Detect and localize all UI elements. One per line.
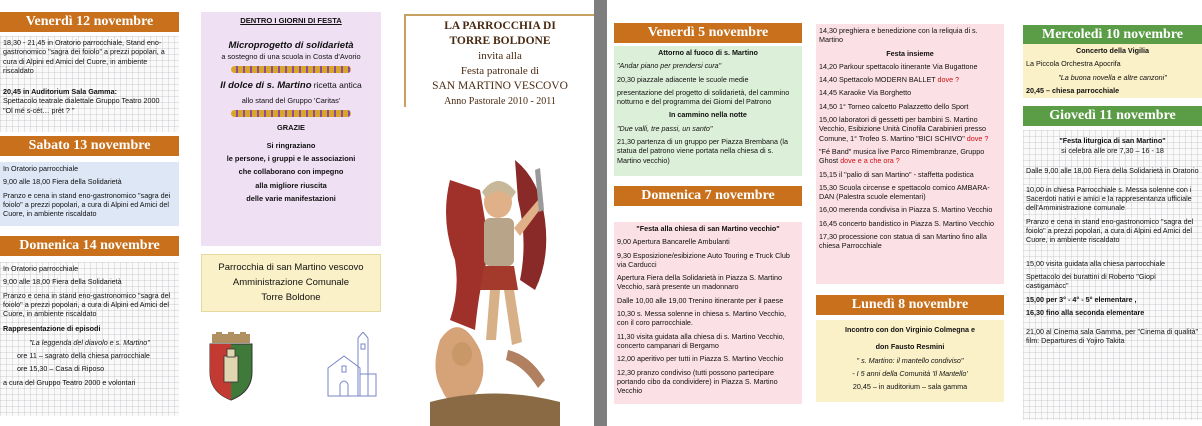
- left-page: [0, 0, 594, 426]
- grazie-r2: le persone, i gruppi e le associazioni: [226, 154, 356, 164]
- ven5-p3: 21,30 partenza di un gruppo per Piazza Brembana (la statua del patrono viene portata nella chiesa di s. Martino vecchio): [617, 137, 789, 165]
- dove-2: dove ?: [966, 133, 989, 143]
- dentro-box: [201, 12, 381, 246]
- col5-item-9: 16,45 concerto bandistico in Piazza S. Martino Vecchio: [819, 218, 994, 228]
- dom7-item-1: 9,30 Esposizione/esibizione Auto Touring e Truck Club via Carducci: [617, 250, 790, 269]
- cover-line-5: SAN MARTINO VESCOVO: [432, 80, 568, 92]
- gio11-p8: 16,30 fino alla seconda elementare: [1026, 307, 1145, 317]
- dentro-h1: Microprogetto di solidarietà: [228, 40, 354, 52]
- col5-item-3: 14,50 1° Torneo calcetto Palazzetto dello Sport: [819, 101, 969, 111]
- header-mercoledi-10: Mercoledì 10 novembre: [1023, 25, 1202, 45]
- ven5-h2: In cammino nella notte: [669, 110, 747, 120]
- dentro-title: DENTRO I GIORNI DI FESTA: [240, 16, 342, 25]
- org-line-1: Parrocchia di san Martino vescovo: [218, 262, 364, 273]
- ven5-p2: presentazione del progetto di solidarietà, del cammino notturno e del programma dei Giorni del Patrono: [617, 87, 790, 107]
- lun8-h2: don Fausto Resmini: [875, 342, 945, 352]
- dom14-p4: Rappresentazione di episodi: [3, 324, 101, 334]
- col5-item-0: 14,20 Parkour spettacolo itinerante Via Bugattone: [819, 61, 978, 71]
- header-venerdi-5: Venerdì 5 novembre: [614, 23, 802, 43]
- cover-title: [404, 14, 594, 107]
- gio11-p1: si celebra alle ore 7,30 – 16 - 18: [1061, 146, 1164, 156]
- divider-ornament-1: [231, 66, 351, 73]
- cover-line-6: Anno Pastorale 2010 - 2011: [444, 96, 556, 107]
- grazie-r3: che collaborano con impegno: [238, 167, 344, 177]
- header-domenica-14: Domenica 14 novembre: [0, 236, 179, 256]
- gio11-p6: Spettacolo dei burattini di Roberto "Giopì castigamàcc": [1026, 271, 1157, 291]
- header-sabato-13: Sabato 13 novembre: [0, 136, 179, 156]
- gio11-p5: 15,00 visita guidata alla chiesa parrocchiale: [1026, 258, 1166, 268]
- dom14-p5: "La leggenda del diavolo e s. Martino": [29, 337, 150, 347]
- mer10-q1: "La buona novella e altre canzoni": [1058, 72, 1167, 82]
- header-venerdi-12: Venerdì 12 novembre: [0, 12, 179, 32]
- venerdi-5-box: [614, 46, 802, 176]
- festa-insieme-box: [816, 24, 1004, 284]
- dom14-p1: In Oratorio parrocchiale: [3, 264, 79, 273]
- grazie-r5: delle varie manifestazioni: [246, 193, 336, 203]
- mer10-p2: 20,45 – chiesa parrocchiale: [1026, 85, 1120, 95]
- col5-item-7: 15,30 Scuola circense e spettacolo comico AMBARA-DAN (Palestra scuole elementari): [819, 182, 990, 202]
- venerdi-12-box: [0, 36, 179, 132]
- ven12-p2: 20,45 in Auditorium Sala Gamma:: [3, 87, 117, 97]
- gio11-p9: 21,00 al Cinema sala Gamma, per "Cinema di qualità" film: Departures di Yojiro Takita: [1026, 327, 1199, 346]
- ven12-p3: Spettacolo teatrale dialettale Gruppo Teatro 2000: [3, 96, 160, 106]
- dentro-t2: allo stand del Gruppo 'Caritas': [241, 96, 341, 106]
- ven12-p4: "Ol mé s-cét… prèt ? ": [3, 105, 75, 115]
- ven12-p1: 18,30 - 21,45 in Oratorio parrocchiale, Stand eno-gastronomico "sagra dei foiolo" a prezzi popolari, a cura di Alpini ed Amici del Cuore, in ambiente riscaldato: [3, 38, 165, 75]
- ven5-p1: 20,30 piazzale adiacente le scuole medie: [617, 74, 749, 84]
- san-martino-statue-image: [420, 140, 570, 426]
- grazie-r4: alla migliore riuscita: [255, 180, 327, 190]
- sab13-p3: Pranzo e cena in stand eno-gastronomico "sagra dei foiolo" a prezzi popolari, a cura di Alpini ed Amici del Cuore, in ambiente riscaldato: [3, 190, 171, 219]
- lun8-h1: Incontro con don Virginio Colmegna e: [844, 325, 976, 334]
- lun8-q1: " s. Martino: il mantello condiviso": [856, 355, 964, 365]
- ven5-q1: "Andar piano per prendersi cura": [617, 61, 722, 71]
- header-giovedi-11: Giovedì 11 novembre: [1023, 106, 1202, 126]
- mercoledi-10-box: [1023, 44, 1202, 98]
- col5-item-5: "Fé Band" musica live Parco Rimembranze, Gruppo Ghost: [819, 146, 985, 166]
- col5-item-1: 14,40 Spettacolo MODERN BALLET: [819, 75, 936, 85]
- domenica-7-box: [614, 222, 802, 404]
- grazie-label: GRAZIE: [277, 123, 305, 133]
- dom14-p7: ore 15,30 – Casa di Riposo: [17, 364, 105, 374]
- dom7-item-0: 9,00 Apertura Bancarelle Ambulanti: [617, 237, 730, 247]
- right-page: [607, 0, 1202, 426]
- dom14-p3: Pranzo e cena in stand eno-gastronomico "sagra del foiolo" a prezzi popolari, a cura di Alpini ed Amici del Cuore, in ambiente riscaldato: [3, 290, 171, 319]
- ven5-q2: "Due valli, tre passi, un santo": [617, 123, 713, 133]
- grazie-r1: Si ringraziano: [266, 140, 316, 150]
- dom7-item-5: 11,30 visita guidata alla chiesa di s. Martino Vecchio, concerto campanari di Bergamo: [617, 331, 785, 350]
- dom7-item-3: Dalle 10,00 alle 19,00 Trenino itinerante per il paese: [617, 295, 784, 305]
- dom14-p6: ore 11 – sagrato della chiesa parrocchiale: [17, 351, 150, 361]
- cover-line-2: TORRE BOLDONE: [449, 35, 551, 47]
- sab13-p1: In Oratorio parrocchiale: [3, 164, 79, 173]
- gio11-h1: "Festa liturgica di san Martino": [1059, 136, 1166, 145]
- lun8-q2: - I 5 anni della Comunità 'Il Mantello': [852, 368, 968, 378]
- page-gap: [594, 0, 607, 426]
- dom14-p2: 9,00 alle 18,00 Fiera della Solidarietà: [3, 277, 122, 287]
- dom7-item-4: 10,30 s. Messa solenne in chiesa s. Martino Vecchio, con il coro parrocchiale.: [617, 309, 786, 328]
- giovedi-11-box: [1023, 130, 1202, 420]
- lun8-p1: 20,45 – in auditorium – sala gamma: [852, 382, 968, 392]
- col5-item-10: 17,30 processione con statua di san Martino fino alla chiesa Parrocchiale: [819, 232, 987, 251]
- gio11-p7: 15,00 per 3° - 4° - 5° elementare ,: [1026, 294, 1137, 304]
- col5-p0: 14,30 preghiera e benedizione con la reliquia di s. Martino: [819, 26, 978, 45]
- org-line-2: Amministrazione Comunale: [232, 277, 350, 288]
- dom7-item-7: 12,30 pranzo condiviso (tutti possono partecipare portando cibo da condividere) in Piazza S. Martino Vecchio: [617, 367, 778, 396]
- gio11-p2: Dalle 9,00 alle 18,00 Fiera della Solidarietà in Oratorio: [1026, 165, 1199, 175]
- divider-ornament-2: [231, 110, 351, 117]
- header-lunedi-8: Lunedì 8 novembre: [816, 295, 1004, 315]
- gio11-p3: 10,00 in chiesa Parrocchiale s. Messa solenne con i Sacerdoti nativi e amici e la rappresentanza ufficiale dell'Amministrazione comunale: [1026, 184, 1192, 213]
- cover-line-1: LA PARROCCHIA DI: [444, 20, 556, 32]
- dom14-p8: a cura del Gruppo Teatro 2000 e volontari: [3, 377, 136, 387]
- church-sketch-icon: [322, 332, 380, 402]
- cover-line-4: Festa patronale di: [460, 65, 540, 77]
- col5-item-6: 15,15 il "palio di san Martino" - staffetta podistica: [819, 169, 974, 179]
- dentro-h2b: ricetta antica: [313, 79, 362, 90]
- header-domenica-7: Domenica 7 novembre: [614, 186, 802, 206]
- col5-item-2: 14,45 Karaoke Via Borghetto: [819, 88, 912, 98]
- coat-of-arms-icon: [202, 332, 260, 402]
- col5-h1: Festa insieme: [886, 48, 934, 58]
- dom7-item-6: 12,00 aperitivo per tutti in Piazza S. Martino Vecchio: [617, 354, 784, 364]
- dove-3: dove e a che ora ?: [840, 156, 900, 166]
- gio11-p4: Pranzo e cena in stand eno-gastronomico "sagra del foiolo" a prezzi popolari, a cura di Alpini ed Amici del Cuore, in ambiente riscaldato: [1026, 216, 1194, 245]
- ven5-h1: Attorno al fuoco di s. Martino: [658, 48, 758, 57]
- dove-1: dove ?: [937, 75, 960, 85]
- sab13-p2: 9,00 alle 18,00 Fiera della Solidarietà: [3, 177, 122, 187]
- col5-item-8: 16,00 merenda condivisa in Piazza S. Martino Vecchio: [819, 205, 993, 215]
- org-line-3: Torre Boldone: [261, 292, 321, 303]
- dentro-t1: a sostegno di una scuola in Costa d'Avorio: [221, 51, 361, 61]
- lunedi-8-box: [816, 320, 1004, 402]
- domenica-14-box: [0, 262, 179, 416]
- dom7-item-2: Apertura Fiera della Solidarietà in Piazza S. Martino Vecchio, sarà presente un madonnaro: [617, 273, 782, 292]
- organizers-box: [201, 254, 381, 312]
- dentro-h2: Il dolce di s. Martino: [220, 79, 312, 91]
- mer10-h1: Concerto della Vigilia: [1076, 46, 1149, 55]
- cover-line-3: invita alla: [478, 50, 522, 62]
- mer10-p1: La Piccola Orchestra Apocrifa: [1026, 59, 1121, 69]
- dom7-h1: "Festa alla chiesa di san Martino vecchio": [636, 224, 780, 233]
- sabato-13-box: [0, 162, 179, 226]
- col5-item-4: 15,00 laboratori di gessetti per bambini S. Martino Vecchio, Esibizione Unità Cinofila Carabinieri presso Comune, 1° Trofeo S. Martino "BICI SCHIVO": [819, 115, 986, 143]
